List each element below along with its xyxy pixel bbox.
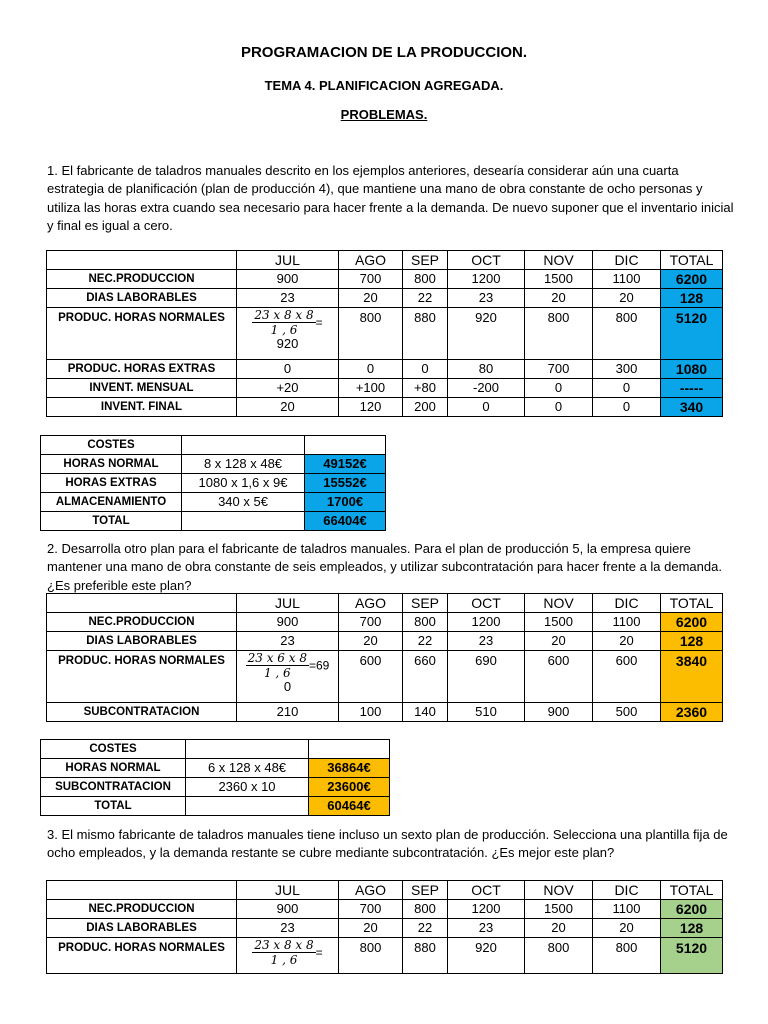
month-header: DIC	[593, 251, 661, 270]
cost-calc: 2360 x 10	[186, 778, 309, 797]
cell: 700	[339, 900, 403, 919]
section-heading: PROBLEMAS.	[340, 107, 428, 122]
cost-label: HORAS NORMAL	[41, 455, 182, 474]
cell: +20	[237, 379, 339, 398]
cell: 0	[525, 398, 593, 417]
formula-denominator: 1 , 6	[270, 953, 298, 967]
cell: 210	[237, 703, 339, 722]
month-header: OCT	[448, 881, 525, 900]
formula-equals: =	[315, 315, 323, 330]
table-row	[47, 900, 723, 919]
table-row	[47, 398, 723, 417]
cell: 23	[448, 289, 525, 308]
cell: 22	[403, 919, 448, 938]
cell: 22	[403, 632, 448, 651]
cost-row	[41, 493, 386, 512]
problem-1-costs-table	[40, 435, 386, 531]
cell	[305, 436, 386, 455]
cost-calc: 6 x 128 x 48€	[186, 759, 309, 778]
cell: 22	[403, 289, 448, 308]
problem-3-table	[46, 880, 723, 974]
cell: +100	[339, 379, 403, 398]
cost-value: 49152€	[305, 455, 386, 474]
costs-header: COSTES	[41, 740, 186, 759]
cell: 900	[237, 900, 339, 919]
cell: 20	[593, 919, 661, 938]
problem-1-text: 1. El fabricante de taladros manuales descrito en los ejemplos anteriores, desearía considerar aún una cuarta estrategia de planificación (plan de producción 4), que mantiene una mano de obra constante de ocho personas y utiliza las horas extra cuando sea necesario para hacer frente a la demanda. De nuevo suponer que el inventario inicial y final es igual a cero.	[47, 163, 734, 233]
cell: 20	[525, 632, 593, 651]
total-cell: 128	[661, 919, 723, 938]
problem-2-table	[46, 593, 723, 722]
cost-row	[41, 474, 386, 493]
table-header-row	[47, 251, 723, 270]
cell: 800	[525, 308, 593, 360]
row-label: PRODUC. HORAS NORMALES	[47, 651, 237, 703]
formula-cell	[237, 938, 339, 974]
formula-result: 0	[283, 679, 292, 694]
month-header: DIC	[593, 881, 661, 900]
problem-3-text: 3. El mismo fabricante de taladros manuales tiene incluso un sexto plan de producción. Selecciona una plantilla fija de ocho empleados, y la demanda restante se cubre mediante subcontratación. ¿Es mejor este plan?	[47, 827, 728, 861]
cost-label: ALMACENAMIENTO	[41, 493, 182, 512]
total-header: TOTAL	[661, 594, 723, 613]
cell: 900	[237, 613, 339, 632]
cell: 120	[339, 398, 403, 417]
cost-calc: 340 x 5€	[182, 493, 305, 512]
table-row	[47, 308, 723, 360]
cell: 800	[593, 308, 661, 360]
problem-1-table	[46, 250, 723, 417]
problem-2-costs-table	[40, 739, 390, 816]
table-row	[47, 632, 723, 651]
total-cell: 5120	[661, 308, 723, 360]
cell: 0	[593, 379, 661, 398]
cell: 20	[525, 289, 593, 308]
cell: 0	[525, 379, 593, 398]
cost-value: 60464€	[309, 797, 390, 816]
month-header: NOV	[525, 881, 593, 900]
row-label: NEC.PRODUCCION	[47, 613, 237, 632]
cell: 20	[339, 632, 403, 651]
cost-row	[41, 759, 390, 778]
table-row	[47, 270, 723, 289]
problem-2-text: 2. Desarrolla otro plan para el fabricante de taladros manuales. Para el plan de producción 5, la empresa quiere mantener una mano de obra constante de seis empleados, y utilizar subcontratación para hacer frente a la demanda. ¿Es preferible este plan?	[47, 541, 722, 593]
formula-cell	[237, 651, 339, 703]
cost-label: HORAS EXTRAS	[41, 474, 182, 493]
month-header: OCT	[448, 594, 525, 613]
cell: 880	[403, 938, 448, 974]
cell: 1500	[525, 900, 593, 919]
row-label: DIAS LABORABLES	[47, 289, 237, 308]
formula-numerator: 23 x 8 x 8	[254, 308, 314, 322]
cell: 80	[448, 360, 525, 379]
cell: 900	[237, 270, 339, 289]
cell: 23	[237, 632, 339, 651]
cell: 900	[525, 703, 593, 722]
cell	[309, 740, 390, 759]
cell: 500	[593, 703, 661, 722]
row-label: NEC.PRODUCCION	[47, 270, 237, 289]
cell: 100	[339, 703, 403, 722]
total-cell: 128	[661, 289, 723, 308]
formula-denominator: 1 , 6	[270, 323, 298, 337]
cell: 800	[403, 270, 448, 289]
formula-denominator: 1 , 6	[263, 666, 291, 680]
cell: 23	[237, 919, 339, 938]
row-label: INVENT. MENSUAL	[47, 379, 237, 398]
cost-calc	[182, 512, 305, 531]
formula-numerator: 23 x 6 x 8	[247, 651, 307, 665]
costs-header: COSTES	[41, 436, 182, 455]
total-cell: 128	[661, 632, 723, 651]
table-row	[47, 379, 723, 398]
total-cell: 6200	[661, 270, 723, 289]
cell: 0	[237, 360, 339, 379]
cost-row	[41, 512, 386, 531]
month-header: NOV	[525, 251, 593, 270]
total-cell: 340	[661, 398, 723, 417]
cell: 23	[448, 632, 525, 651]
cell: 20	[237, 398, 339, 417]
cell	[186, 740, 309, 759]
row-label: INVENT. FINAL	[47, 398, 237, 417]
page-subtitle: TEMA 4. PLANIFICACION AGREGADA.	[264, 78, 504, 93]
formula-equals: =69	[308, 658, 330, 673]
month-header: JUL	[237, 251, 339, 270]
cell: 920	[448, 938, 525, 974]
month-header: SEP	[403, 881, 448, 900]
cell: 20	[593, 289, 661, 308]
row-label: DIAS LABORABLES	[47, 919, 237, 938]
cell: 700	[525, 360, 593, 379]
total-header: TOTAL	[661, 251, 723, 270]
cell: 600	[339, 651, 403, 703]
cell: 800	[403, 900, 448, 919]
cell: 880	[403, 308, 448, 360]
cell: 1500	[525, 270, 593, 289]
cell: 20	[593, 632, 661, 651]
costs-header-row	[41, 740, 390, 759]
row-label: NEC.PRODUCCION	[47, 900, 237, 919]
header-empty	[47, 881, 237, 900]
total-cell: 6200	[661, 900, 723, 919]
cell: +80	[403, 379, 448, 398]
row-label: PRODUC. HORAS NORMALES	[47, 308, 237, 360]
cell: 800	[339, 308, 403, 360]
total-cell: 1080	[661, 360, 723, 379]
formula-equals: =	[315, 945, 323, 960]
month-header: DIC	[593, 594, 661, 613]
cell	[182, 436, 305, 455]
cell: 510	[448, 703, 525, 722]
cost-row	[41, 797, 390, 816]
row-label: DIAS LABORABLES	[47, 632, 237, 651]
cell: 600	[525, 651, 593, 703]
row-label: PRODUC. HORAS NORMALES	[47, 938, 237, 974]
cost-calc	[186, 797, 309, 816]
formula-cell	[237, 308, 339, 360]
cost-label: HORAS NORMAL	[41, 759, 186, 778]
costs-header-row	[41, 436, 386, 455]
month-header: JUL	[237, 594, 339, 613]
formula-result: 920	[276, 336, 299, 351]
cost-value: 36864€	[309, 759, 390, 778]
cell: 1200	[448, 270, 525, 289]
month-header: AGO	[339, 594, 403, 613]
row-label: PRODUC. HORAS EXTRAS	[47, 360, 237, 379]
header-empty	[47, 594, 237, 613]
cell: 1100	[593, 613, 661, 632]
table-header-row	[47, 594, 723, 613]
cell: 800	[403, 613, 448, 632]
cell: 700	[339, 613, 403, 632]
total-cell: 2360	[661, 703, 723, 722]
month-header: JUL	[237, 881, 339, 900]
cell: 300	[593, 360, 661, 379]
total-cell: -----	[661, 379, 723, 398]
cell: 1500	[525, 613, 593, 632]
cell: 800	[339, 938, 403, 974]
cost-value: 66404€	[305, 512, 386, 531]
cell: 1200	[448, 900, 525, 919]
formula-fraction	[246, 651, 309, 680]
table-row	[47, 919, 723, 938]
month-header: AGO	[339, 881, 403, 900]
month-header: SEP	[403, 594, 448, 613]
cell: -200	[448, 379, 525, 398]
month-header: AGO	[339, 251, 403, 270]
formula-fraction	[252, 308, 315, 337]
cell: 1100	[593, 900, 661, 919]
cell: 1100	[593, 270, 661, 289]
cost-calc: 8 x 128 x 48€	[182, 455, 305, 474]
table-row	[47, 289, 723, 308]
cost-row	[41, 455, 386, 474]
table-row	[47, 651, 723, 703]
cell: 20	[339, 289, 403, 308]
table-row	[47, 360, 723, 379]
cost-value: 23600€	[309, 778, 390, 797]
cell: 800	[593, 938, 661, 974]
cell: 0	[339, 360, 403, 379]
table-row	[47, 703, 723, 722]
formula-fraction	[252, 938, 315, 967]
total-header: TOTAL	[661, 881, 723, 900]
total-cell: 6200	[661, 613, 723, 632]
month-header: OCT	[448, 251, 525, 270]
cell: 140	[403, 703, 448, 722]
cell: 20	[525, 919, 593, 938]
formula-numerator: 23 x 8 x 8	[254, 938, 314, 952]
table-header-row	[47, 881, 723, 900]
row-label: SUBCONTRATACION	[47, 703, 237, 722]
cell: 690	[448, 651, 525, 703]
cell: 23	[448, 919, 525, 938]
cost-label: TOTAL	[41, 797, 186, 816]
cell: 920	[448, 308, 525, 360]
header-empty	[47, 251, 237, 270]
total-cell: 5120	[661, 938, 723, 974]
cell: 700	[339, 270, 403, 289]
table-row	[47, 938, 723, 974]
cost-value: 1700€	[305, 493, 386, 512]
cost-label: SUBCONTRATACION	[41, 778, 186, 797]
month-header: SEP	[403, 251, 448, 270]
month-header: NOV	[525, 594, 593, 613]
cost-calc: 1080 x 1,6 x 9€	[182, 474, 305, 493]
cell: 0	[593, 398, 661, 417]
cell: 800	[525, 938, 593, 974]
page-title: PROGRAMACION DE LA PRODUCCION.	[240, 44, 528, 61]
cell: 0	[403, 360, 448, 379]
cell: 200	[403, 398, 448, 417]
cell: 20	[339, 919, 403, 938]
total-cell: 3840	[661, 651, 723, 703]
cell: 660	[403, 651, 448, 703]
cell: 23	[237, 289, 339, 308]
cell: 0	[448, 398, 525, 417]
table-row	[47, 613, 723, 632]
cell: 1200	[448, 613, 525, 632]
cell: 600	[593, 651, 661, 703]
cost-value: 15552€	[305, 474, 386, 493]
cost-label: TOTAL	[41, 512, 182, 531]
cost-row	[41, 778, 390, 797]
